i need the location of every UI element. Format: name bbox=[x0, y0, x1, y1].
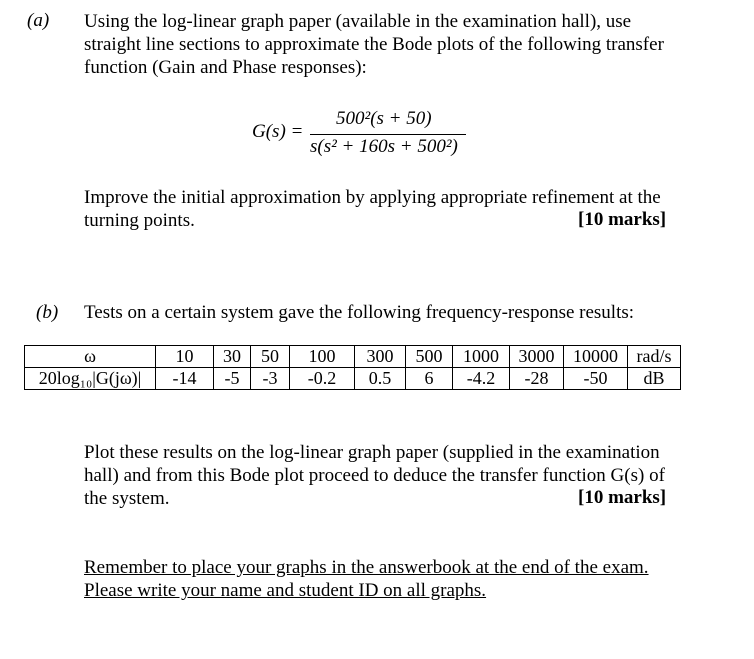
table-row-omega bbox=[25, 346, 681, 368]
gain-cell: -4.2 bbox=[453, 368, 510, 390]
refine-line-2: turning points. bbox=[84, 210, 195, 231]
part-a-label: (a) bbox=[27, 10, 50, 31]
part-b-intro: Tests on a certain system gave the following frequency-response results: bbox=[84, 302, 635, 323]
table-row-gain bbox=[25, 368, 681, 390]
gain-cell: 6 bbox=[406, 368, 453, 390]
omega-cell: 1000 bbox=[453, 346, 510, 368]
gain-cell: -14 bbox=[156, 368, 214, 390]
part-a-line-2: straight line sections to approximate the Bode plots of the following transfer bbox=[84, 34, 664, 55]
unit-gain-cell: dB bbox=[628, 368, 681, 390]
omega-cell: 10 bbox=[156, 346, 214, 368]
gain-cell: 0.5 bbox=[355, 368, 406, 390]
omega-cell: 30 bbox=[214, 346, 251, 368]
gain-cell: -0.2 bbox=[290, 368, 355, 390]
omega-cell: 50 bbox=[251, 346, 290, 368]
unit-omega-cell: rad/s bbox=[628, 346, 681, 368]
part-a-line-3: function (Gain and Phase responses): bbox=[84, 57, 367, 78]
reminder-line-1: Remember to place your graphs in the answerbook at the end of the exam. bbox=[84, 557, 649, 578]
plot-line-2: hall) and from this Bode plot proceed to deduce the transfer function G(s) of bbox=[84, 465, 665, 486]
equation-lhs: G(s) = bbox=[252, 121, 304, 142]
omega-cell: 100 bbox=[290, 346, 355, 368]
part-b-label: (b) bbox=[36, 302, 59, 323]
gain-cell: -5 bbox=[214, 368, 251, 390]
omega-header: ω bbox=[25, 346, 156, 368]
reminder bbox=[84, 556, 724, 602]
plot-line-3: the system. bbox=[84, 488, 170, 509]
gain-cell: -3 bbox=[251, 368, 290, 390]
gain-header: 20log₁₀|G(jω)| bbox=[25, 368, 156, 390]
gain-cell: -28 bbox=[510, 368, 564, 390]
plot-line-1: Plot these results on the log-linear graph paper (supplied in the examination bbox=[84, 442, 660, 463]
equation-numerator: 500²(s + 50) bbox=[336, 108, 432, 129]
omega-cell: 300 bbox=[355, 346, 406, 368]
gain-cell: -50 bbox=[564, 368, 628, 390]
reminder-line-2: Please write your name and student ID on all graphs. bbox=[84, 580, 487, 601]
fraction-bar bbox=[310, 134, 466, 135]
part-b-marks: [10 marks] bbox=[578, 487, 667, 508]
omega-cell: 10000 bbox=[564, 346, 628, 368]
part-a-instructions bbox=[84, 10, 724, 79]
omega-cell: 500 bbox=[406, 346, 453, 368]
equation-denominator: s(s² + 160s + 500²) bbox=[310, 136, 458, 157]
part-a-line-1: Using the log-linear graph paper (available in the examination hall), use bbox=[84, 11, 632, 32]
part-a-marks: [10 marks] bbox=[578, 209, 667, 230]
frequency-response-table bbox=[24, 345, 681, 390]
refine-line-1: Improve the initial approximation by applying appropriate refinement at the bbox=[84, 187, 661, 208]
omega-cell: 3000 bbox=[510, 346, 564, 368]
